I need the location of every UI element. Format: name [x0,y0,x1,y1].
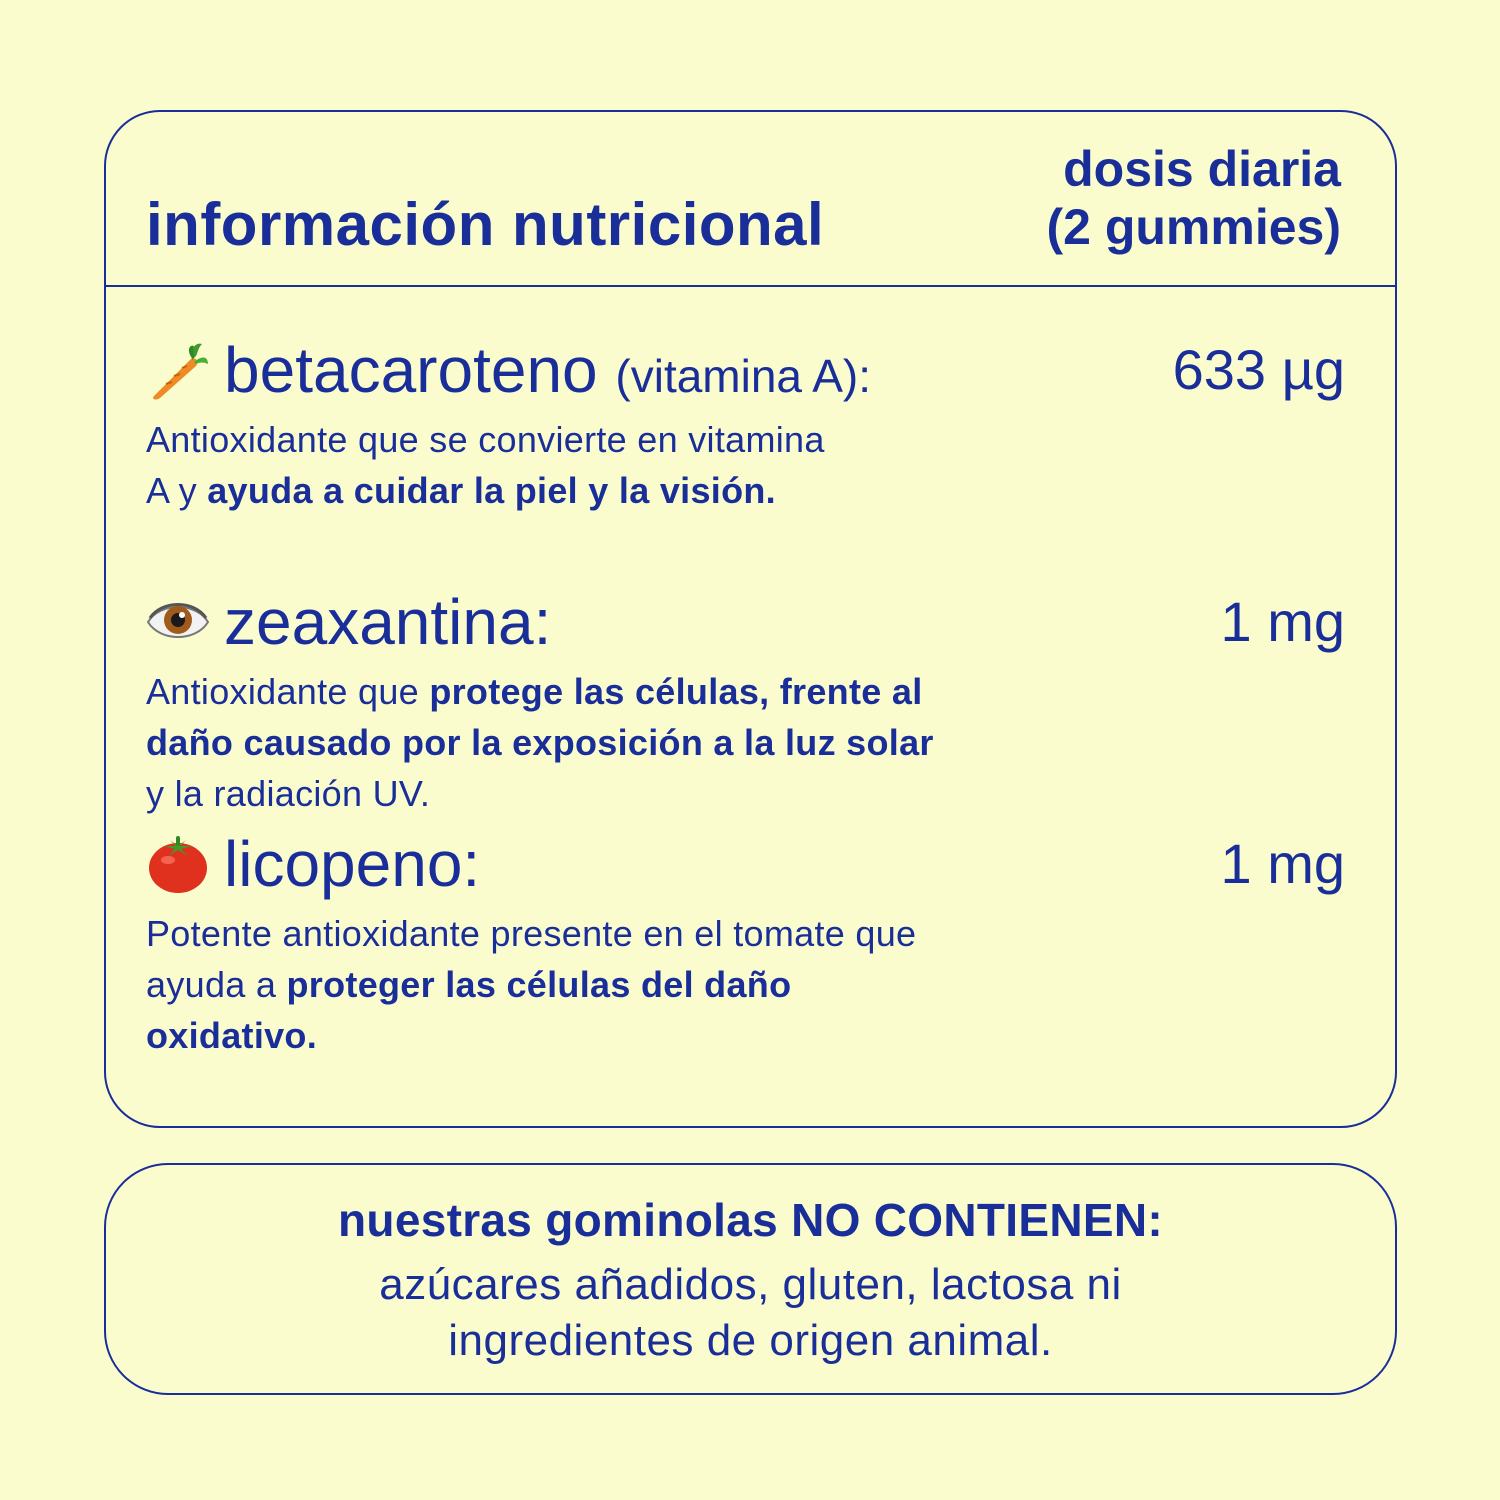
daily-dose-serving: (2 gummies) [1046,199,1341,255]
desc-highlight: ayuda a cuidar la piel y la visión. [207,470,776,511]
desc-highlight: protege las células, frente al daño causado por la exposición a la luz solar [146,671,934,763]
nutrient-name: betacaroteno [224,334,598,406]
header-divider [106,285,1395,287]
carrot-icon [146,338,210,402]
desc-text: y la radiación UV. [146,773,431,814]
tomato-icon [146,832,210,896]
nutrient-description [146,908,946,1061]
eye-icon [146,590,210,654]
nutrient-betacaroteno [146,330,1345,516]
free-from-title: nuestras gominolas NO CONTIENEN: [338,1194,1163,1246]
nutrient-amount: 1 mg [1220,590,1345,653]
desc-text: Antioxidante que se convierte en vitamina A y [146,419,825,511]
nutrition-info-card [104,110,1397,1128]
nutrient-zeaxantina [146,582,1345,819]
nutrient-name: zeaxantina: [224,586,552,658]
nutrition-title: información nutricional [146,191,825,258]
daily-dose-header [1046,140,1341,256]
daily-dose-label: dosis diaria [1063,141,1341,197]
desc-text: Antioxidante que [146,671,430,712]
nutrient-amount: 633 µg [1172,338,1345,401]
nutrient-licopeno [146,824,1345,1061]
free-from-text: azúcares añadidos, gluten, lactosa ni ingredientes de origen animal. [379,1260,1122,1365]
desc-text: Potente antioxidante presente en el tomate que ayuda a [146,913,917,1005]
nutrient-name-sub: (vitamina A): [615,350,872,402]
nutrient-name: licopeno: [224,828,481,900]
nutrient-description [146,414,826,516]
free-from-card [104,1163,1397,1395]
desc-highlight: proteger las células del daño oxidativo. [146,964,792,1056]
nutrient-description [146,666,946,819]
nutrient-amount: 1 mg [1220,832,1345,895]
